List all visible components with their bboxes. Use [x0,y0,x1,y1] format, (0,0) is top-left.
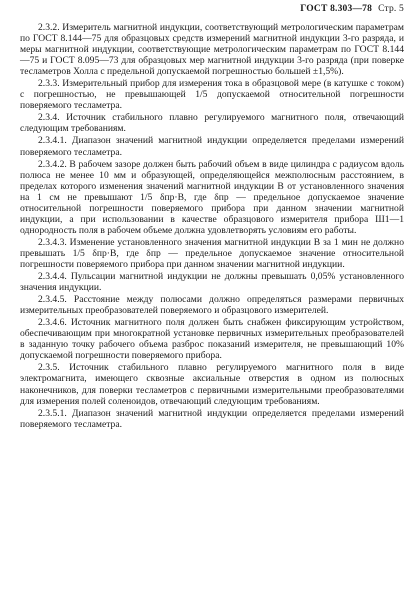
paragraph-2-3-4-1: 2.3.4.1. Диапазон значений магнитной индукции определяется пределами измерений поверяемого тесламетра. [20,135,404,158]
page-number: Стр. 5 [378,4,404,14]
standard-number: ГОСТ 8.303—78 [300,4,373,14]
paragraph-2-3-4-4: 2.3.4.4. Пульсации магнитной индукции не должны превышать 0,05% установленного значения индукции. [20,271,404,294]
paragraph-2-3-4-6: 2.3.4.6. Источник магнитного поля должен быть снабжен фиксирующим устройством, обеспечивающим при многократной установке первичных измерительных преобразователей в заданную точку рабочего объема разброс показаний измерителя, не превышающий 10% допускаемой погрешности поверяемого прибора. [20,317,404,362]
paragraph-2-3-4-5: 2.3.4.5. Расстояние между полюсами должно определяться размерами первичных измерительных преобразователей поверяемого и образцового измерителей. [20,294,404,317]
paragraph-2-3-4-3: 2.3.4.3. Изменение установленного значения магнитной индукции B за 1 мин не должно превышать 1/5 δпр·B, где δпр — предельное допускаемое значение относительной погрешности поверяемого прибора при данном значении магнитной индукции. [20,236,404,270]
paragraph-2-3-5: 2.3.5. Источник стабильного плавно регулируемого магнитного поля в виде электромагнита, имеющего сквозные аксиальные отверстия в одном из полюсных наконечников, для поверки тесламетров с первичными измерительными преобразователями для измерения полей соленоидов, отвечающий следующим требованиям. [20,362,404,407]
paragraph-2-3-3: 2.3.3. Измерительный прибор для измерения тока в образцовой мере (в катушке с током) с погрешностью, не превышающей 1/5 допускаемой относительной погрешности поверяемого тесламетра. [20,78,404,112]
paragraph-2-3-2: 2.3.2. Измеритель магнитной индукции, соответствующий метрологическим параметрам по ГОСТ 8.144—75 для образцовых средств измерений магнитной индукции 3-го разряда, и меры магнитной индукции, соответствующие метрологическим параметрам по ГОСТ 8.144—75 и ГОСТ 8.095—73 для образцовых мер магнитной индукции 3-го разряда (при поверке тесламетров Холла с предельной допускаемой погрешностью большей ±1,5%). [20,22,404,78]
paragraph-2-3-4-2: 2.3.4.2. В рабочем зазоре должен быть рабочий объем в виде цилиндра с радиусом вдоль полюса не менее 10 мм и образующей, определяющейся межполюсным расстоянием, в пределах которого изменения значений магнитной индукции B от установленного значения на 1 см не превышают 1/5 δпр·B, где δпр — предельное допускаемое значение относительной погрешности поверяемого прибора при данном значении магнитной индукции, а при использовании в качестве образцового измерителя прибора Ш1—1 однородность поля в рабочем объеме должна удовлетворять условиям его работы. [20,158,404,236]
page-header [300,4,404,14]
paragraph-2-3-5-1: 2.3.5.1. Диапазон значений магнитной индукции определяется пределами измерений поверяемого тесламетра. [20,407,404,430]
paragraph-2-3-4: 2.3.4. Источник стабильного плавно регулируемого магнитного поля, отвечающий следующим требованиям. [20,112,404,135]
document-body [20,22,404,431]
